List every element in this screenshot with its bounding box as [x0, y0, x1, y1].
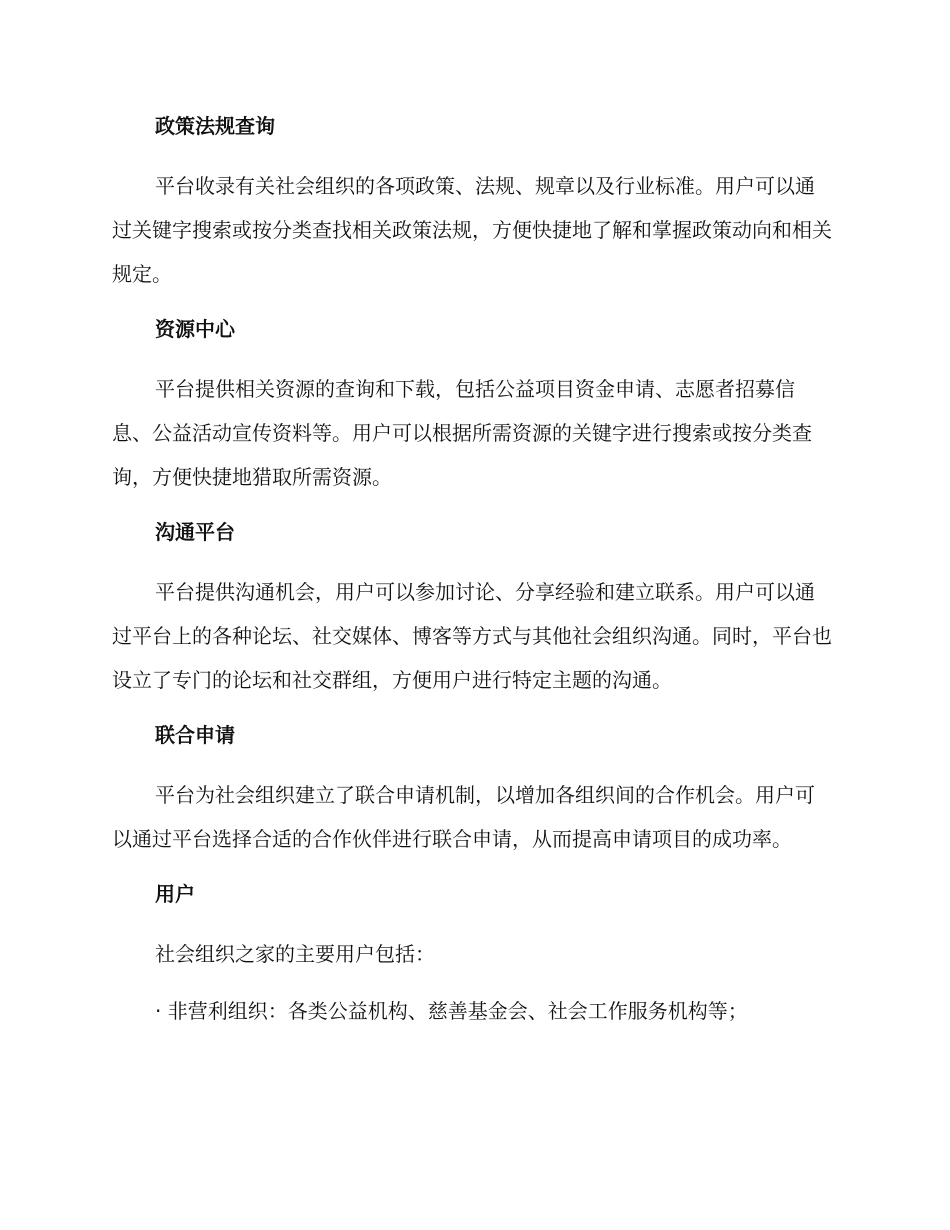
section-heading: 用户: [155, 882, 195, 906]
users-bullet-item: · 非营利组织：各类公益机构、慈善基金会、社会工作服务机构等；: [155, 999, 748, 1023]
users-intro: 社会组织之家的主要用户包括：: [155, 942, 435, 966]
section-paragraph: 平台提供相关资源的查询和下载，包括公益项目资金申请、志愿者招募信息、公益活动宣传资料等。用户可以根据所需资源的关键字进行搜索或按分类查询，方便快捷地猎取所需资源。: [112, 377, 812, 489]
document-body: [112, 106, 832, 1033]
section-paragraph: 平台提供沟通机会，用户可以参加讨论、分享经验和建立联系。用户可以通过平台上的各种论坛、社交媒体、博客等方式与其他社会组织沟通。同时，平台也设立了专门的论坛和社交群组，方便用户进行特定主题的沟通。: [112, 580, 832, 692]
section-heading: 资源中心: [155, 317, 235, 341]
section-paragraph: 平台收录有关社会组织的各项政策、法规、规章以及行业标准。用户可以通过关键字搜索或按分类查找相关政策法规，方便快捷地了解和掌握政策动向和相关规定。: [112, 174, 832, 286]
section-policy: [112, 106, 832, 309]
section-heading: 沟通平台: [155, 520, 235, 544]
section-heading: 政策法规查询: [155, 114, 275, 138]
section-users: [112, 874, 832, 1033]
section-communication: [112, 512, 832, 715]
section-paragraph: 平台为社会组织建立了联合申请机制，以增加各组织间的合作机会。用户可以通过平台选择合适的合作伙伴进行联合申请，从而提高申请项目的成功率。: [112, 783, 815, 851]
section-joint-application: [112, 715, 832, 874]
section-resources: [112, 309, 832, 512]
section-heading: 联合申请: [155, 723, 235, 747]
